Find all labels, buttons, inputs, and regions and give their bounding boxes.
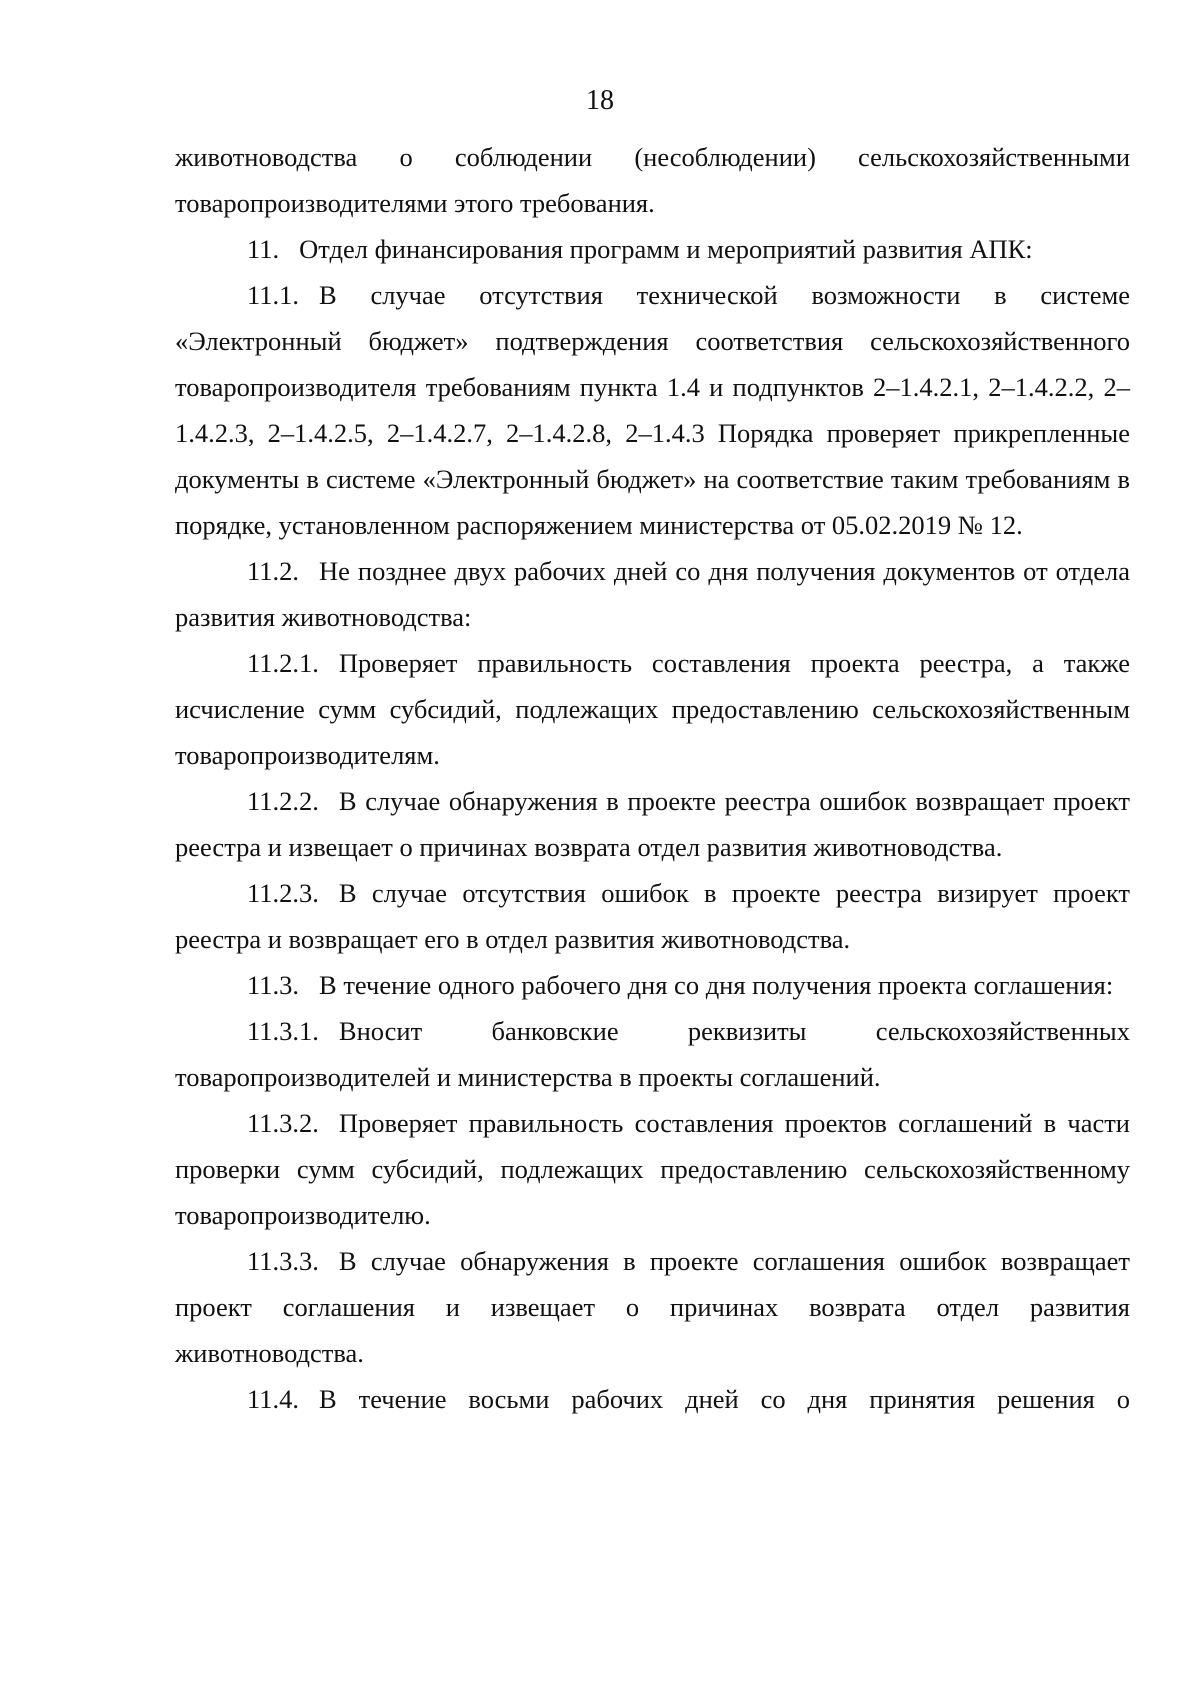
- paragraph-11: [175, 226, 1130, 272]
- paragraph-number: 11.3.: [247, 970, 300, 1000]
- paragraph-number: 11.3.3.: [247, 1246, 319, 1276]
- paragraph-11-2: [175, 548, 1130, 640]
- paragraph-text: Отдел финансирования программ и мероприятий развития АПК:: [299, 234, 1033, 264]
- document-body: [175, 134, 1130, 1422]
- paragraph-11-2-3: [175, 870, 1130, 962]
- paragraph-text: В случае отсутствия ошибок в проекте реестра визирует проект реестра и возвращает его в отдел развития животноводства.: [175, 878, 1130, 954]
- paragraph-text: В случае обнаружения в проекте реестра ошибок возвращает проект реестра и извещает о причинах возврата отдел развития животноводства.: [175, 786, 1130, 862]
- paragraph-text: Проверяет правильность составления проектов соглашений в части проверки сумм субсидий, подлежащих предоставлению сельскохозяйственному товаропроизводителю.: [175, 1108, 1130, 1230]
- paragraph-continuation: [175, 134, 1130, 226]
- paragraph-text: В течение одного рабочего дня со дня получения проекта соглашения:: [319, 970, 1114, 1000]
- paragraph-11-3-2: [175, 1100, 1130, 1238]
- paragraph-text: Не позднее двух рабочих дней со дня получения документов от отдела развития животноводства:: [175, 556, 1130, 632]
- paragraph-number: 11.2.3.: [247, 878, 319, 908]
- paragraph-number: 11.4.: [247, 1384, 300, 1414]
- paragraph-number: 11.3.2.: [247, 1108, 319, 1138]
- paragraph-11-3: [175, 962, 1130, 1008]
- paragraph-11-3-1: [175, 1008, 1130, 1100]
- paragraph-text: животноводства о соблюдении (несоблюдении) сельскохозяйственными товаропроизводителями этого требования.: [175, 142, 1130, 218]
- paragraph-11-3-3: [175, 1238, 1130, 1376]
- paragraph-11-1: [175, 272, 1130, 548]
- paragraph-number: 11.1.: [247, 280, 300, 310]
- paragraph-text: В случае обнаружения в проекте соглашения ошибок возвращает проект соглашения и извещает о причинах возврата отдел развития животноводства.: [175, 1246, 1130, 1368]
- paragraph-11-4: [175, 1376, 1130, 1422]
- paragraph-11-2-1: [175, 640, 1130, 778]
- page-number: 18: [586, 85, 614, 116]
- paragraph-number: 11.: [247, 234, 280, 264]
- paragraph-text: Вносит банковские реквизиты сельскохозяйственных товаропроизводителей и министерства в проекты соглашений.: [175, 1016, 1130, 1092]
- paragraph-text: В течение восьми рабочих дней со дня принятия решения о: [319, 1384, 1130, 1414]
- paragraph-number: 11.2.2.: [247, 786, 319, 816]
- paragraph-number: 11.3.1.: [247, 1016, 319, 1046]
- paragraph-text: В случае отсутствия технической возможности в системе «Электронный бюджет» подтверждения соответствия сельскохозяйственного товаропроизводителя требованиям пункта 1.4 и подпунктов 2–1.4.2.1, 2–1.4.2.2, 2–1.4.2.3, 2–1.4.2.5, 2–1.4.2.7, 2–1.4.2.8, 2–1.4.3 Порядка проверяет прикрепленные документы в системе «Электронный бюджет» на соответствие таким требованиям в порядке, установленном распоряжением министерства от 05.02.2019 № 12.: [175, 280, 1130, 540]
- paragraph-number: 11.2.: [247, 556, 300, 586]
- paragraph-11-2-2: [175, 778, 1130, 870]
- paragraph-number: 11.2.1.: [247, 648, 319, 678]
- paragraph-text: Проверяет правильность составления проекта реестра, а также исчисление сумм субсидий, подлежащих предоставлению сельскохозяйственным товаропроизводителям.: [175, 648, 1130, 770]
